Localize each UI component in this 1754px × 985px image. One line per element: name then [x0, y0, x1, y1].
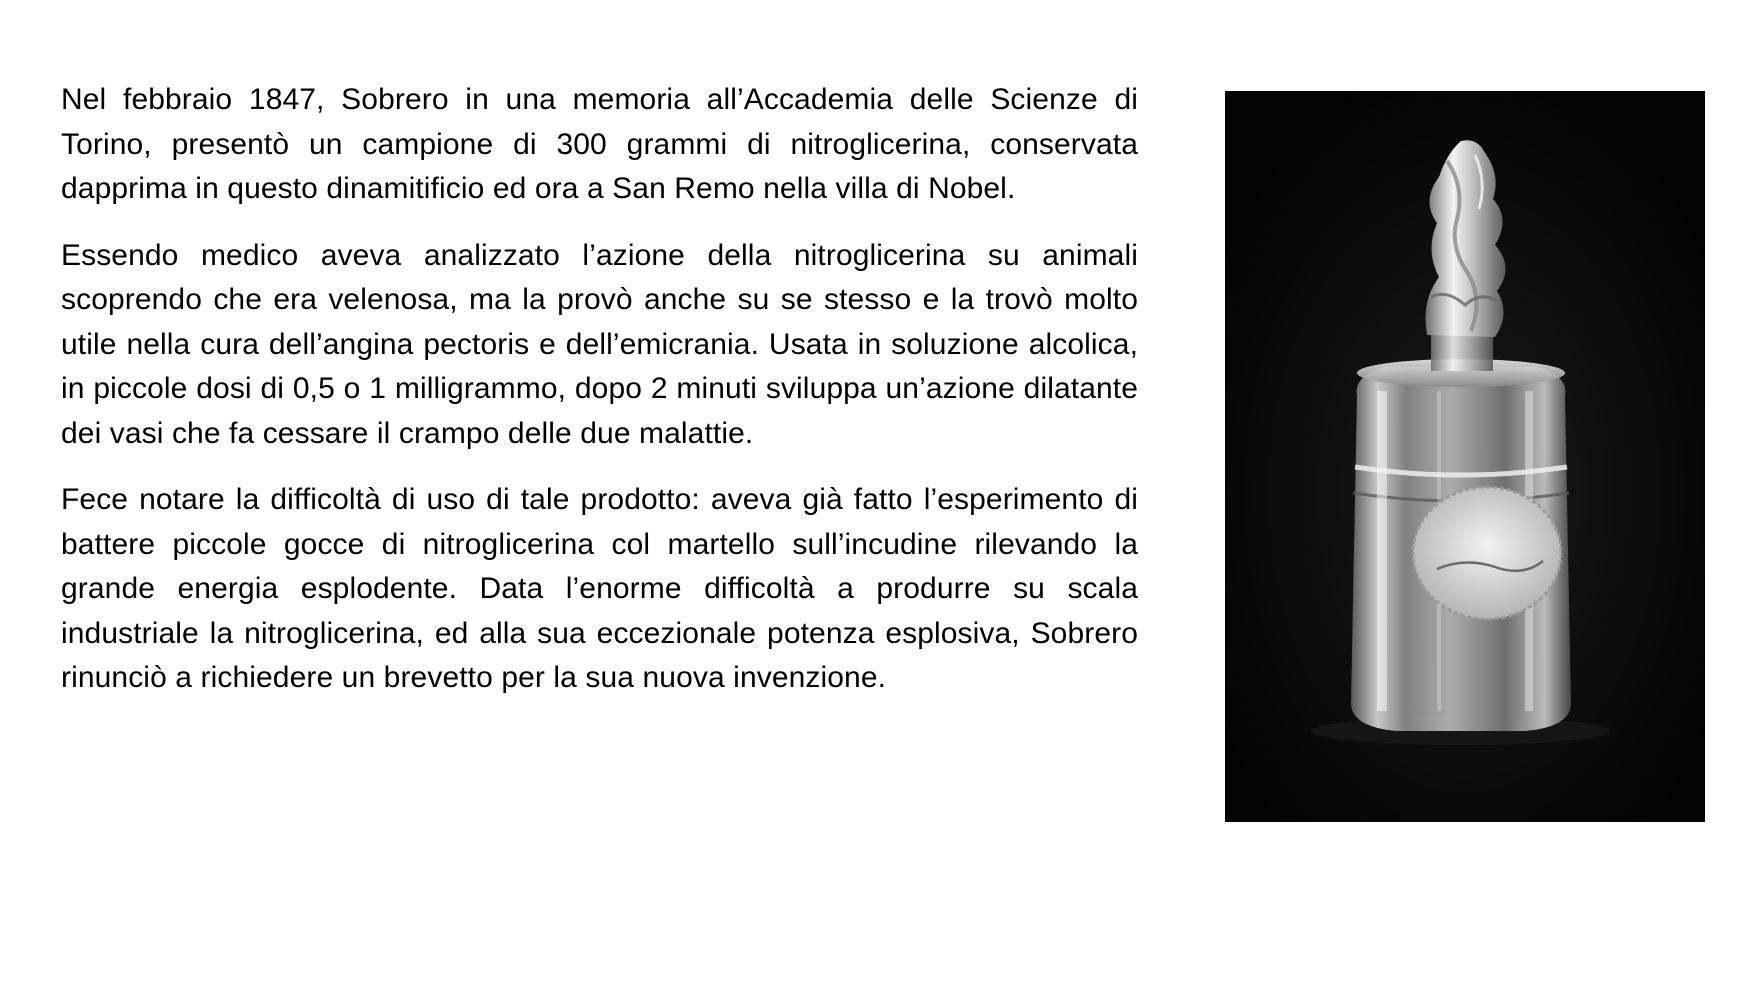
- nitroglycerin-bottle-photo: [1225, 91, 1705, 822]
- paragraph-explosive-danger: Fece notare la difficoltà di uso di tale prodotto: aveva già fatto l’esperimento di battere piccole gocce di nitroglicerina col martello sull’incudine rilevando la grande energia esplodente. Data l’enorme difficoltà a produrre su scala industriale la nitroglicerina, ed alla sua eccezionale potenza esplosiva, Sobrero rinunciò a richiedere un brevetto per la sua nuova invenzione.: [61, 483, 1138, 694]
- paragraph-medical-use: Essendo medico aveva analizzato l’azione della nitroglicerina su animali scoprendo che era velenosa, ma la provò anche su se stesso e la trovò molto utile nella cura dell’angina pectoris e dell’emicrania. Usata in soluzione alcolica, in piccole dosi di 0,5 o 1 milligrammo, dopo 2 minuti sviluppa un’azione dilatante dei vasi che fa cessare il crampo delle due malattie.: [61, 238, 1138, 450]
- bottle-illustration: [1225, 91, 1705, 822]
- text-column: [61, 78, 1138, 723]
- paragraph-sample-presentation: Nel febbraio 1847, Sobrero in una memoria all’Accademia delle Scienze di Torino, presentò un campione di 300 grammi di nitroglicerina, conservata dapprima in questo dinamitificio ed ora a San Remo nella villa di Nobel.: [61, 83, 1138, 205]
